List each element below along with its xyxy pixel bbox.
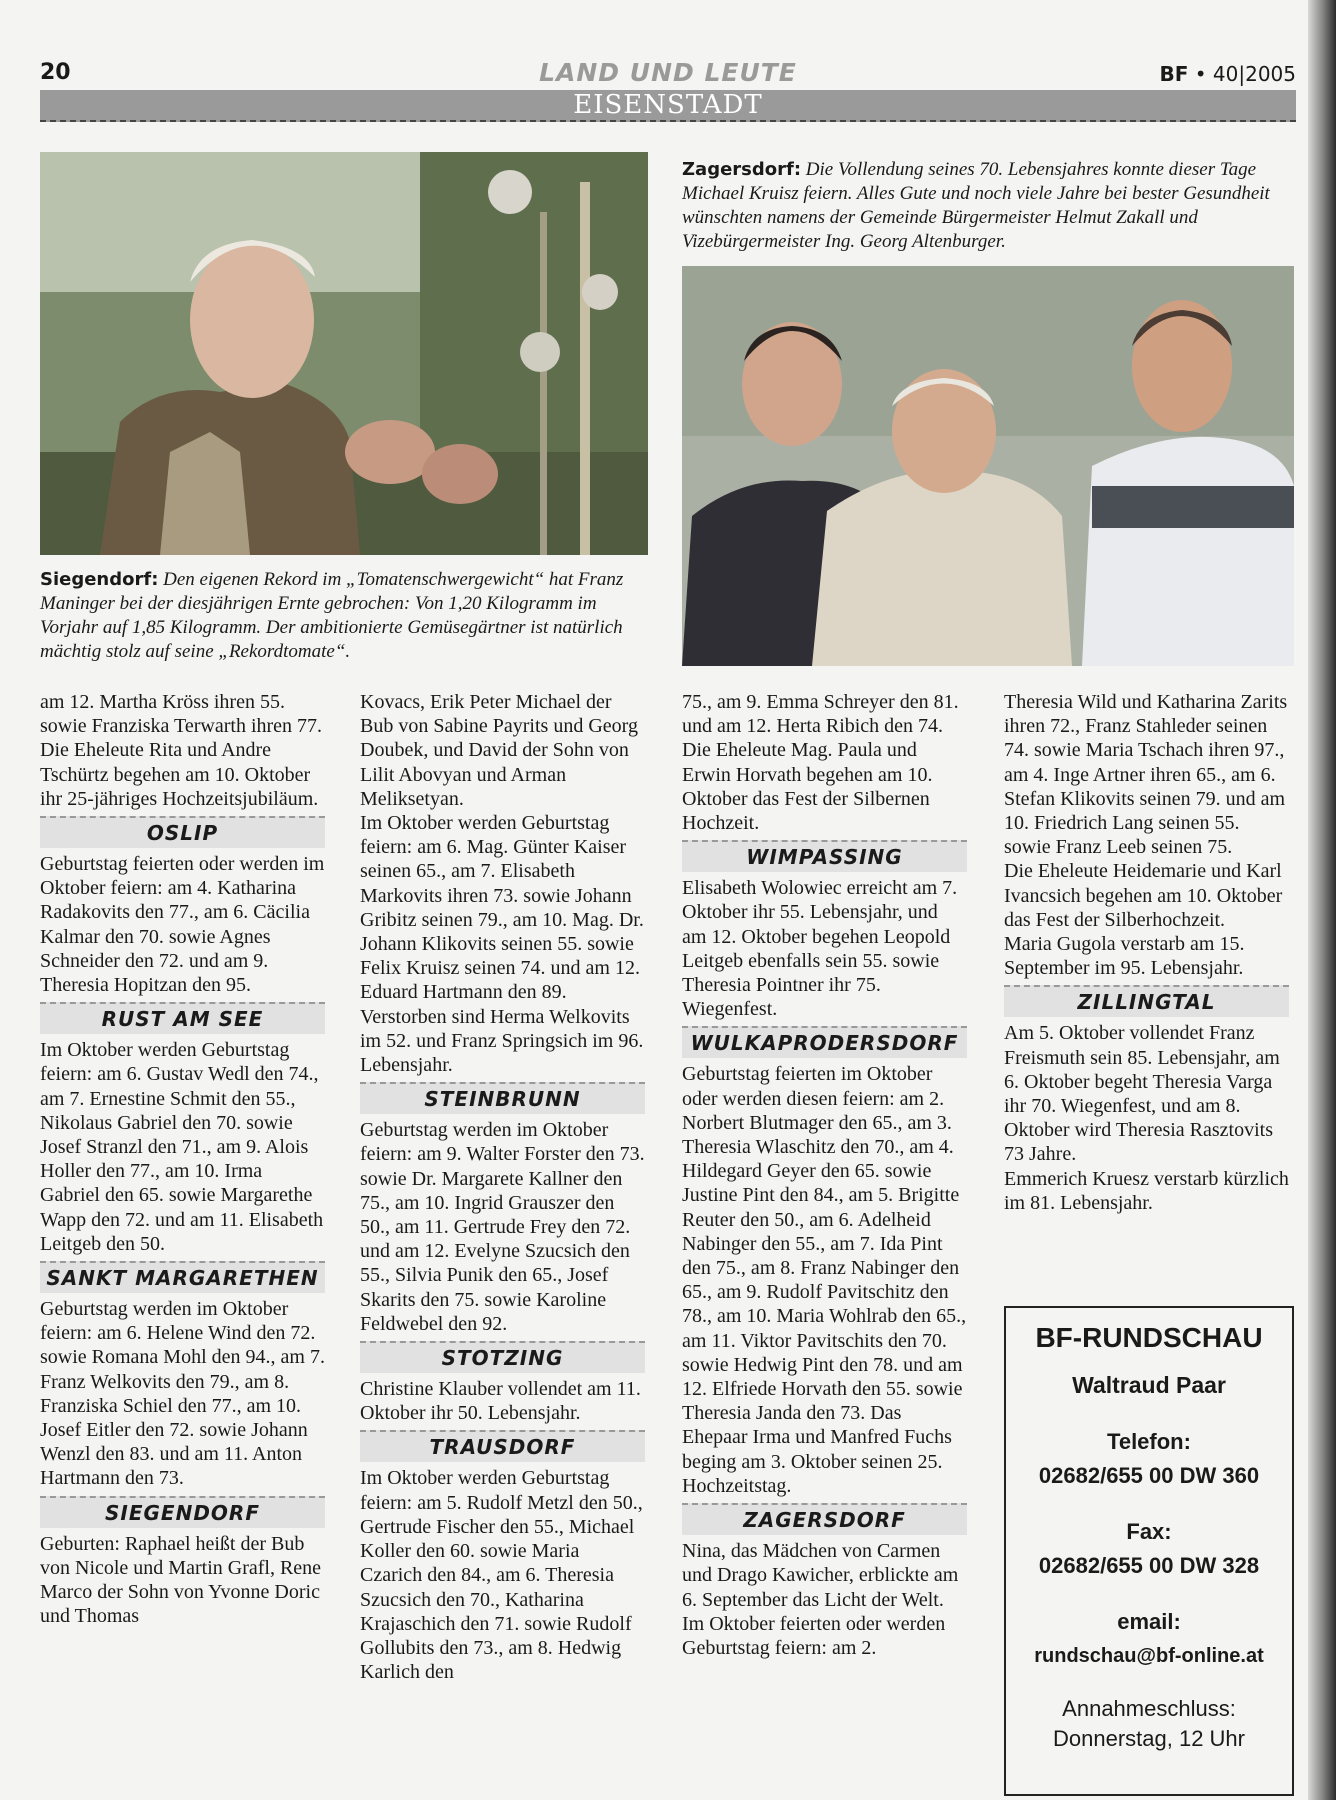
section-head-trausdorf: TRAUSDORF xyxy=(360,1430,645,1462)
paragraph: Nina, das Mädchen von Carmen und Drago Kawicher, erblickte am 6. September das Licht der Welt. xyxy=(682,1540,959,1611)
email-label: email: xyxy=(1117,1609,1181,1634)
email-address[interactable]: rundschau@bf-online.at xyxy=(1034,1645,1264,1667)
article-column-1 xyxy=(40,690,325,1629)
section-head-stotzing: STOTZING xyxy=(360,1341,645,1373)
paragraph: Theresia Wild und Katharina Zarits ihren 72., Franz Stahleder seinen 74. sowie Maria Tschach ihren 97., am 4. Inge Artner ihren 65., am 6. Stefan Klikovits seinen 79. und am 10. Friedrich Lang seinen 55. sowie Franz Leeb seinen 75. xyxy=(1004,691,1288,859)
paragraph: Die Eheleute Rita und Andre Tschürtz begehen am 10. Oktober ihr 25-jähriges Hochzeitsjubiläum. xyxy=(40,739,319,810)
paragraph: Verstorben sind Herma Welkovits im 52. und Franz Springsich im 96. Lebensjahr. xyxy=(360,1005,644,1077)
group-photo-illustration xyxy=(682,266,1294,666)
paragraph: Am 5. Oktober vollendet Franz Freismuth sein 85. Lebensjahr, am 6. Oktober begeht Theresia Varga ihr 70. Wiegenfest, und am 8. Oktober wird Theresia Rasztovits 73 Jahre. xyxy=(1004,1022,1280,1166)
paragraph: Emmerich Kruesz verstarb kürzlich im 81. Lebensjahr. xyxy=(1004,1167,1289,1214)
paragraph: Geburten: Raphael heißt der Bub von Nicole und Martin Grafl, Rene Marco der Sohn von Yvonne Doric und Thomas xyxy=(40,1532,322,1628)
contact-box xyxy=(1004,1306,1294,1796)
caption-text: Die Vollendung seines 70. Lebensjahres konnte dieser Tage Michael Kruisz feiern. Alles Gute und noch viele Jahre bei bester Gesundheit wünschten namens der Gemeinde Bürgermeister Helmut Zakall und Vizebürgermeister Ing. Georg Altenburger. xyxy=(682,159,1270,252)
paragraph: Im Oktober werden Geburtstag feiern: am 6. Mag. Günter Kaiser seinen 65., am 7. Elisabeth Markovits ihren 73. sowie Johann Gribitz seinen 79., am 10. Mag. Dr. Johann Klikovits seinen 55. sowie Felix Kruisz seinen 74. und am 12. Eduard Hartmann den 89. xyxy=(360,812,644,1004)
paragraph: Geburtstag feierten im Oktober oder werden diesen feiern: am 2. Norbert Blutmager den 65., am 3. Theresia Wlaschitz den 70., am 4. Hildegard Geyer den 65. sowie Justine Pint den 84., am 5. Brigitte Reuter den 50., am 6. Adelheid Nabinger den 55., am 7. Ida Pint den 75., am 8. Franz Nabinger den 65., am 9. Rudolf Pavitschitz den 78., am 10. Maria Wohlrab den 65., am 11. Viktor Pavitschits den 70. sowie Hedwig Pint den 78. und am 12. Elfriede Horvath den 55. sowie Theresia Janda den 73. Das Ehepaar Irma und Manfred Fuchs beging am 3. Oktober seinen 25. Hochzeitstag. xyxy=(682,1063,967,1497)
issue-number: 40|2005 xyxy=(1212,62,1296,86)
contact-title: BF-RUNDSCHAU xyxy=(1035,1322,1263,1353)
paragraph: am 12. Martha Kröss ihren 55. sowie Franziska Terwarth ihren 77. xyxy=(40,691,323,738)
fax-number: 02682/655 00 DW 328 xyxy=(1038,1553,1260,1578)
page-number: 20 xyxy=(40,60,71,85)
paragraph: Im Oktober werden Geburtstag feiern: am 6. Gustav Wedl den 74., am 7. Ernestine Schmit den 55., Nikolaus Gabriel den 70. sowie Josef Stranzl den 71., am 9. Alois Holler den 77., am 10. Irma Gabriel den 65. sowie Margarethe Wapp den 72. und am 11. Elisabeth Leitgeb den 50. xyxy=(40,1039,324,1255)
caption-place: Siegendorf: xyxy=(40,569,159,590)
photo-three-men xyxy=(682,266,1294,666)
paragraph: Die Eheleute Mag. Paula und Erwin Horvath begehen am 10. Oktober das Fest der Silbernen Hochzeit. xyxy=(682,739,933,835)
region-banner xyxy=(40,90,1296,122)
section-head-sankt-margarethen: SANKT MARGARETHEN xyxy=(40,1261,325,1293)
paragraph: Kovacs, Erik Peter Michael der Bub von Sabine Payrits und Georg Doubek, und David der Sohn von Lilit Abovyan und Arman Meliksetyan. xyxy=(360,691,638,810)
issue-brand: BF xyxy=(1159,62,1189,86)
paragraph: Im Oktober feierten oder werden Geburtstag feiern: am 2. xyxy=(682,1612,946,1659)
region-title: EISENSTADT xyxy=(573,90,763,120)
deadline-note xyxy=(1006,1694,1292,1754)
section-head-wulkaprodersdorf: WULKAPRODERSDORF xyxy=(682,1026,967,1058)
paragraph: Maria Gugola verstarb am 15. September im 95. Lebensjahr. xyxy=(1004,933,1245,980)
page-binding-edge xyxy=(1308,0,1336,1800)
section-head-rust: RUST AM SEE xyxy=(40,1002,325,1034)
phone-number: 02682/655 00 DW 360 xyxy=(1038,1463,1260,1488)
paragraph: Die Eheleute Heidemarie und Karl Ivancsich begehen am 10. Oktober das Fest der Silberhochzeit. xyxy=(1004,860,1283,931)
paragraph: Geburtstag werden im Oktober feiern: am 6. Helene Wind den 72. sowie Romana Mohl den 94., am 7. Franz Welkovits den 79., am 8. Franziska Schiel den 77., am 10. Josef Eitler den 72. sowie Johann Wenzl den 83. und am 11. Anton Hartmann den 73. xyxy=(40,1298,325,1490)
issue-info xyxy=(1159,62,1296,86)
section-head-siegendorf: SIEGENDORF xyxy=(40,1496,325,1528)
article-column-4 xyxy=(1004,690,1289,1215)
paragraph: Elisabeth Wolowiec erreicht am 7. Oktober ihr 55. Lebensjahr, und am 12. Oktober begehen Leopold Leitgeb ebenfalls sein 55. sowie Theresia Pointner ihr 75. Wiegenfest. xyxy=(682,877,958,1021)
article-column-2 xyxy=(360,690,645,1684)
tomato-photo-illustration xyxy=(40,152,648,555)
section-head-steinbrunn: STEINBRUNN xyxy=(360,1082,645,1114)
deadline-label: Annahmeschluss: xyxy=(1062,1696,1236,1721)
paragraph: Im Oktober werden Geburtstag feiern: am 5. Rudolf Metzl den 50., Gertrude Fischer den 55., Michael Koller den 60. sowie Maria Czarich den 84., am 6. Theresia Szucsich den 70., Katharina Krajaschich den 71. sowie Rudolf Gollubits den 73., am 8. Hedwig Karlich den xyxy=(360,1467,643,1684)
paragraph: Geburtstag werden im Oktober feiern: am 9. Walter Forster den 73. sowie Dr. Margarete Kallner den 75., am 10. Ingrid Grauszer den 50., am 11. Gertrude Frey den 72. und am 12. Evelyne Szucsich den 55., Silvia Punik den 65., Josef Skarits den 75. sowie Karoline Feldwebel den 92. xyxy=(360,1119,645,1335)
paragraph: Geburtstag feierten oder werden im Oktober feiern: am 4. Katharina Radakovits den 77., am 6. Cäcilia Kalmar den 70. sowie Agnes Schneider den 72. und am 9. Theresia Hopitzan den 95. xyxy=(40,853,325,997)
section-title: LAND UND LEUTE xyxy=(539,58,797,87)
caption-zagersdorf xyxy=(682,158,1294,254)
paragraph: 75., am 9. Emma Schreyer den 81. und am 12. Herta Ribich den 74. xyxy=(682,691,959,738)
contact-name: Waltraud Paar xyxy=(1072,1372,1226,1398)
fax-label: Fax: xyxy=(1126,1519,1172,1544)
photo-tomato-gardener xyxy=(40,152,648,555)
section-head-zagersdorf: ZAGERSDORF xyxy=(682,1503,967,1535)
caption-place: Zagersdorf: xyxy=(682,159,802,180)
article-column-3 xyxy=(682,690,967,1660)
page-header xyxy=(40,58,1296,88)
section-head-wimpassing: WIMPASSING xyxy=(682,840,967,872)
caption-text: Den eigenen Rekord im „Tomatenschwergewicht“ hat Franz Maninger bei der diesjährigen Ernte gebrochen: Von 1,20 Kilogramm im Vorjahr auf 1,85 Kilogramm. Der ambitionierte Gemüsegärtner ist natürlich mächtig stolz auf seine „Rekordtomate“. xyxy=(40,569,624,662)
phone-label: Telefon: xyxy=(1107,1429,1191,1454)
issue-separator: • xyxy=(1194,62,1207,86)
section-head-oslip: OSLIP xyxy=(40,816,325,848)
caption-siegendorf xyxy=(40,568,648,664)
deadline-value: Donnerstag, 12 Uhr xyxy=(1053,1726,1245,1751)
paragraph: Christine Klauber vollendet am 11. Oktober ihr 50. Lebensjahr. xyxy=(360,1378,641,1425)
section-head-zillingtal: ZILLINGTAL xyxy=(1004,985,1289,1017)
